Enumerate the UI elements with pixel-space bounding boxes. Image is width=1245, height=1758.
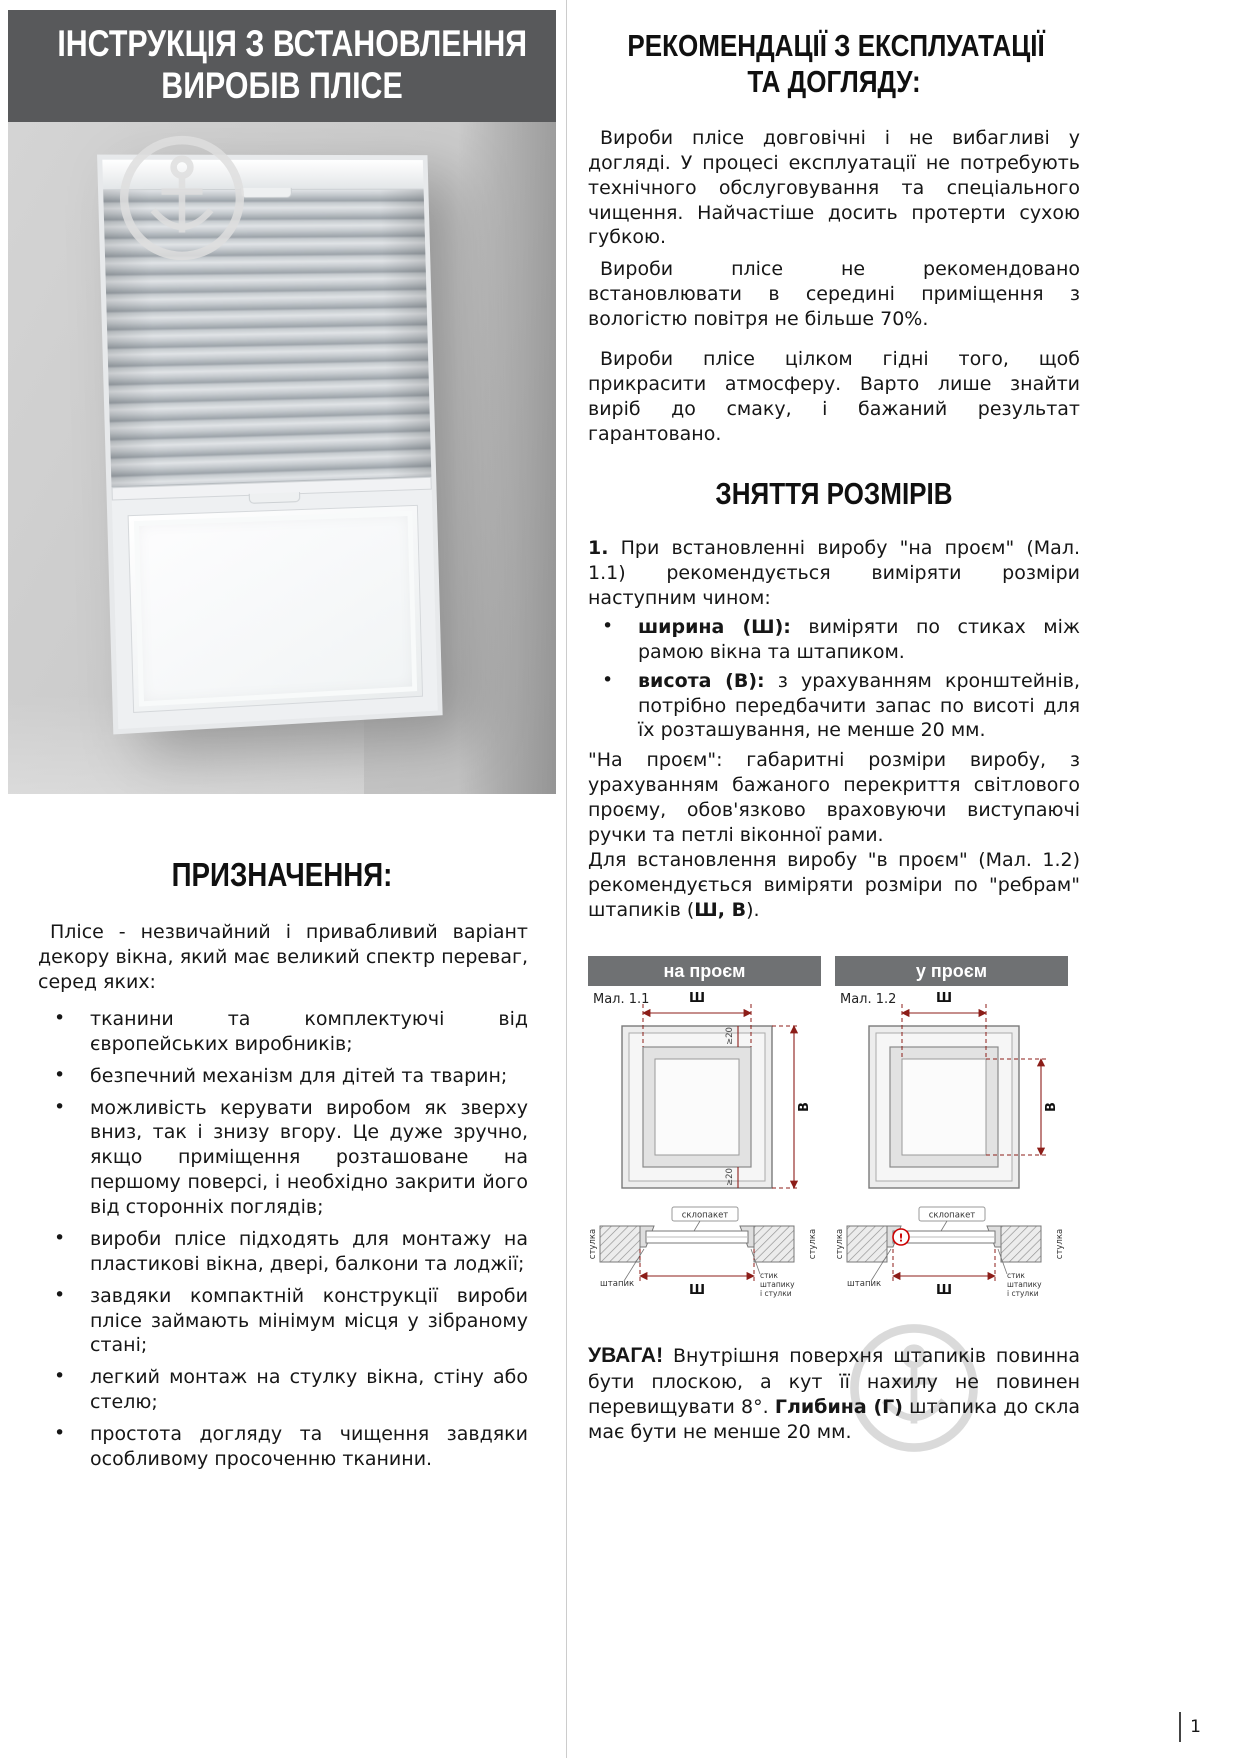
list-item: • вироби плісе підходять для монтажу на пластикові вікна, двері, балкони та лоджії;	[38, 1227, 528, 1277]
clearance-top-label: ≥20	[725, 1027, 735, 1046]
step-text: При встановленні виробу "на проєм" (Мал. 1.1) рекомендується виміряти розміри наступним чином:	[588, 537, 1081, 610]
term-height: висота (В):	[638, 669, 765, 692]
height-label: В	[797, 1102, 812, 1113]
bead-label: штапик	[847, 1279, 882, 1290]
sash-left-label: стулка	[835, 1229, 845, 1260]
window-elevation	[869, 1026, 1019, 1188]
sash-right-label: стулка	[1055, 1229, 1065, 1260]
purpose-list	[38, 1007, 528, 1472]
window-elevation	[622, 1026, 772, 1188]
brand-watermark-icon	[112, 128, 252, 268]
term-width: ширина (Ш):	[638, 615, 791, 638]
measuring-heading	[588, 476, 1080, 512]
joint-label: штапику	[760, 1280, 795, 1290]
care-heading-line-2: ТА ДОГЛЯДУ:	[747, 63, 921, 99]
attention-note	[588, 1342, 1080, 1444]
in-opening-note-text: Для встановлення виробу "в проєм" (Мал. 1.2) рекомендується виміряти розміри по "ребрам" штапиків (	[588, 848, 1080, 921]
step-number: 1.	[588, 537, 609, 560]
measuring-step-1	[588, 536, 1080, 611]
document-title-bar	[8, 10, 556, 122]
list-item	[588, 615, 1080, 665]
diagram-header: у проєм	[835, 956, 1068, 986]
sash-left-label: стулка	[588, 1229, 598, 1260]
document-title-line-2: ВИРОБІВ ПЛІСЕ	[161, 65, 403, 107]
attention-text-1: Внутрішня поверхня штапиків повинна бути плоскою, а кут її нахилу не повинен перевищувати 8°.	[588, 1345, 1080, 1418]
list-item: • завдяки компактній конструкції вироби плісе займають мінімум місця у зібраному стані;	[38, 1284, 528, 1359]
diagram-header: на проєм	[588, 956, 821, 986]
window-glass	[134, 511, 417, 707]
care-heading-line-1: РЕКОМЕНДАЦІЇ З ЕКСПЛУАТАЦІЇ	[627, 28, 1045, 63]
diagram-in-opening-figure	[835, 986, 1068, 1304]
joint-label: штапику	[1007, 1280, 1042, 1290]
section-width-label: Ш	[935, 1283, 953, 1299]
bead-label: штапик	[600, 1279, 635, 1290]
care-heading	[588, 28, 1080, 100]
attention-text-2: штапика до скла має бути не менше 20 мм.	[588, 1395, 1081, 1443]
purpose-heading	[8, 856, 556, 894]
cross-section	[835, 1207, 1065, 1298]
cross-section	[588, 1207, 818, 1298]
product-photo	[8, 122, 556, 794]
glazing-label: склопакет	[681, 1210, 729, 1221]
list-item	[588, 669, 1080, 744]
width-label: Ш	[688, 991, 706, 1007]
care-paragraph: Вироби плісе не рекомендовано встановлювати в середині приміщення з вологістю повітря не більше 70%.	[588, 258, 1080, 331]
width-label: Ш	[935, 991, 953, 1007]
list-item: • тканини та комплектуючі від європейських виробників;	[38, 1007, 528, 1057]
list-item: • простота догляду та чищення завдяки особливому просоченню тканини.	[38, 1422, 528, 1472]
attention-depth-term: Глибина (Г)	[774, 1395, 903, 1418]
in-opening-note-close: ).	[746, 898, 760, 921]
in-opening-dims: Ш, В	[694, 898, 747, 921]
joint-label: стик	[760, 1271, 778, 1281]
term-height-text: з урахуванням кронштейнів, потрібно передбачити запас по висоті для їх розташування, не менше 20 мм.	[638, 669, 1080, 742]
joint-label: і стулки	[1007, 1289, 1039, 1299]
height-label: В	[1044, 1102, 1059, 1113]
page-number-divider	[1179, 1712, 1181, 1742]
purpose-heading-text: ПРИЗНАЧЕННЯ:	[171, 856, 393, 894]
list-item: • легкий монтаж на стулку вікна, стіну або стелю;	[38, 1365, 528, 1415]
diagram-on-opening	[588, 956, 821, 1304]
figure-caption: Мал. 1.1	[593, 992, 650, 1008]
care-paragraph: Вироби плісе цілком гідні того, щоб прикрасити атмосферу. Варто лише знайти виріб до смаку, і бажаний результат гарантовано.	[588, 347, 1080, 445]
wall-shadow	[458, 122, 556, 794]
diagram-in-opening	[835, 956, 1068, 1304]
joint-label: і стулки	[760, 1289, 792, 1299]
attention-label: УВАГА!	[588, 1344, 664, 1368]
window-sash	[112, 490, 438, 729]
section-width-label: Ш	[688, 1283, 706, 1299]
glazing-label: склопакет	[928, 1210, 976, 1221]
measuring-heading-text: ЗНЯТТЯ РОЗМІРІВ	[715, 476, 953, 512]
page-number-value: 1	[1190, 1717, 1201, 1737]
term-width-text: виміряти по стиках між рамою вікна та штапиком.	[638, 615, 1081, 663]
left-column	[8, 10, 556, 1472]
warning-mark: !	[898, 1231, 904, 1245]
joint-label: стик	[1007, 1271, 1025, 1281]
clearance-bottom-label: ≥20	[725, 1168, 735, 1187]
document-title-line-1: ІНСТРУКЦІЯ З ВСТАНОВЛЕННЯ	[57, 23, 528, 64]
column-divider	[566, 0, 567, 1758]
diagram-on-opening-figure	[588, 986, 821, 1304]
page-number	[1179, 1712, 1201, 1742]
sash-right-label: стулка	[808, 1229, 818, 1260]
measuring-list	[588, 615, 1080, 743]
measurement-diagrams	[588, 956, 1080, 1304]
on-opening-note: "На проєм": габаритні розміри виробу, з урахуванням бажаного перекриття світлового проєму, обов'язково враховуючи виступаючі ручки та петлі віконної рами.	[588, 749, 1080, 846]
right-column	[588, 28, 1080, 1445]
in-opening-note	[588, 848, 1080, 923]
height-dimension	[772, 1026, 812, 1188]
care-paragraph: Вироби плісе довговічні і не вибагливі у догляді. У процесі експлуатації не потребують технічного обслуговування та спеціального чищення. Найчастіше досить протерти сухою губкою.	[588, 126, 1080, 249]
purpose-intro: Плісе - незвичайний і привабливий варіант декору вікна, який має великий спектр переваг, серед яких:	[38, 921, 528, 994]
figure-caption: Мал. 1.2	[840, 992, 897, 1008]
list-item: • можливість керувати виробом як зверху вниз, так і знизу вгору. Це дуже зручно, якщо приміщення розташоване на першому поверсі, і необхідно закрити його від сторонніх поглядів;	[38, 1096, 528, 1220]
list-item: • безпечний механізм для дітей та тварин;	[38, 1064, 528, 1089]
